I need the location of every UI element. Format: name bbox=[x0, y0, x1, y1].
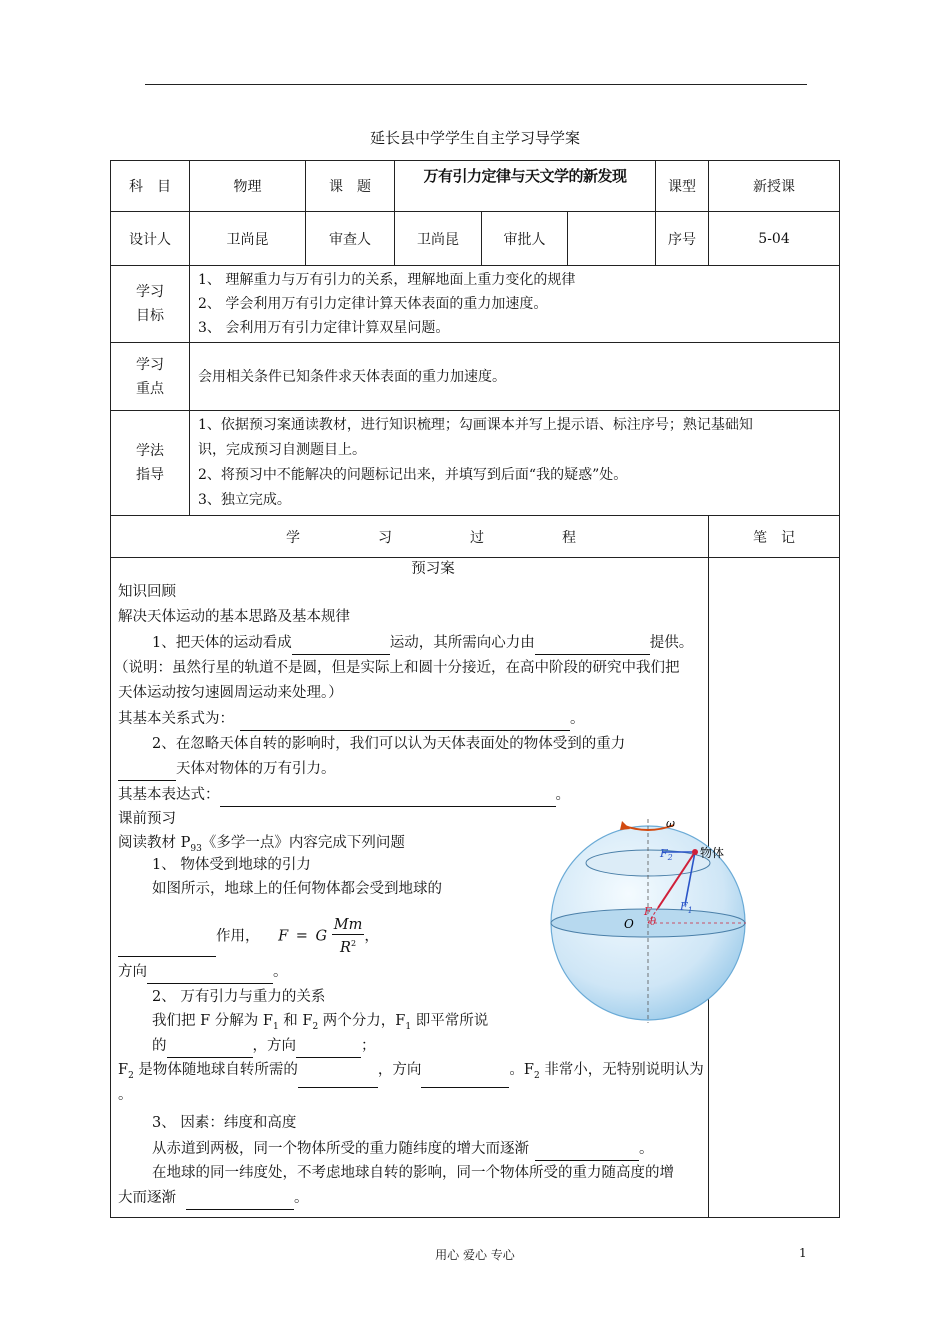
gravity-formula bbox=[278, 916, 364, 957]
approver-label: 审批人 bbox=[503, 231, 546, 248]
goals-content bbox=[190, 266, 840, 343]
formula-f: F bbox=[278, 928, 289, 945]
formula-fraction bbox=[332, 916, 365, 957]
keypoints-label bbox=[111, 343, 190, 411]
method-line: 2、将预习中不能解决的问题标记出来，并填写到后面“我的疑惑”处。 bbox=[198, 467, 628, 483]
answer-blank[interactable] bbox=[296, 1039, 361, 1058]
answer-blank[interactable] bbox=[118, 938, 216, 957]
omega-label: ω bbox=[666, 817, 675, 830]
f2-text-b: 是物体随地球自转所需的 bbox=[133, 1062, 298, 1078]
comma: ， bbox=[364, 928, 379, 945]
goals-label bbox=[111, 266, 190, 343]
f2-end: 。 bbox=[118, 1087, 133, 1103]
method-line: 1、依据预习案通读教材，进行知识梳理；勾画课本并写上提示语、标注序号；熟记基础知 bbox=[198, 417, 753, 433]
expression-line bbox=[118, 783, 570, 807]
answer-blank[interactable] bbox=[118, 762, 176, 781]
s2-text-a: 我们把 F 分解为 F bbox=[152, 1013, 273, 1029]
s2-of: 的 bbox=[152, 1038, 167, 1054]
question-1 bbox=[152, 631, 693, 655]
read-text-a: 阅读教材 P bbox=[118, 835, 191, 851]
subscript: 1 bbox=[405, 1021, 412, 1032]
answer-blank[interactable] bbox=[220, 788, 556, 807]
page-number: 1 bbox=[799, 1246, 807, 1260]
object-label: 物体 bbox=[700, 846, 725, 860]
method-label bbox=[111, 411, 190, 516]
answer-blank[interactable] bbox=[292, 636, 390, 655]
seq-value: 5-04 bbox=[709, 212, 840, 266]
goal-item: 2、 学会利用万有引力定律计算天体表面的重力加速度。 bbox=[198, 296, 548, 312]
f2-text-a: F bbox=[118, 1062, 129, 1078]
process-char: 学 bbox=[286, 529, 300, 546]
process-header bbox=[111, 516, 709, 558]
formula-g: G bbox=[315, 928, 328, 945]
review-heading: 知识回顾 bbox=[118, 584, 176, 600]
theta-label: θ bbox=[650, 917, 657, 928]
keypoints-label-2: 重点 bbox=[136, 380, 164, 397]
note-line-2: 天体运动按匀速圆周运动来处理。） bbox=[118, 685, 343, 701]
method-line: 识，完成预习自测题目上。 bbox=[198, 442, 366, 458]
answer-blank[interactable] bbox=[186, 1191, 294, 1210]
subject-value: 物理 bbox=[190, 161, 306, 212]
force-f2-label: $F_2$ bbox=[660, 847, 673, 862]
keypoints-content: 会用相关条件已知条件求天体表面的重力加速度。 bbox=[190, 343, 840, 411]
answer-blank[interactable] bbox=[535, 636, 650, 655]
answer-blank[interactable] bbox=[147, 965, 273, 984]
goals-label-1: 学习 bbox=[136, 284, 164, 300]
arrow-head-icon bbox=[620, 821, 630, 830]
force-f-label: F bbox=[644, 905, 652, 918]
answer-blank[interactable] bbox=[240, 712, 570, 731]
page-footer: 用心 爱心 专心 bbox=[435, 1248, 515, 1262]
seq-label: 序号 bbox=[656, 212, 709, 266]
reviewer-cell bbox=[395, 212, 568, 266]
formula-line bbox=[118, 916, 379, 956]
origin-label: O bbox=[624, 917, 634, 931]
method-label-2: 指导 bbox=[136, 467, 164, 483]
object-dot bbox=[692, 849, 698, 855]
s2-direction: ，方向 bbox=[252, 1038, 296, 1054]
subject-label: 科 目 bbox=[111, 161, 190, 212]
f2-text-c: ，方向 bbox=[377, 1062, 422, 1078]
period: 。 bbox=[555, 787, 570, 803]
basic-idea: 解决天体运动的基本思路及基本规律 bbox=[118, 609, 350, 625]
f2-text-e: 非常小，无特别说明认为 bbox=[539, 1062, 704, 1078]
semicolon: ； bbox=[361, 1038, 376, 1054]
relation-label: 其基本关系式为： bbox=[118, 711, 234, 727]
direction-line bbox=[118, 960, 288, 984]
earth-force-diagram bbox=[540, 805, 756, 1030]
f2-text-d: 。F bbox=[509, 1062, 534, 1078]
expression-label: 其基本表达式： bbox=[118, 787, 220, 803]
topic-value bbox=[395, 161, 656, 212]
approver-value bbox=[568, 212, 656, 266]
answer-blank[interactable] bbox=[298, 1069, 378, 1088]
notes-header: 笔 记 bbox=[709, 516, 840, 558]
question-2-cont bbox=[118, 757, 336, 781]
period: 。 bbox=[294, 1190, 309, 1206]
goal-item: 3、 会利用万有引力定律计算双星问题。 bbox=[198, 320, 450, 336]
subscript: 2 bbox=[128, 1070, 134, 1081]
process-char: 程 bbox=[562, 529, 576, 546]
read-text-b: 《多学一点》内容完成下列问题 bbox=[201, 835, 405, 851]
q1-text-a: 1、把天体的运动看成 bbox=[152, 635, 292, 651]
designer-value: 卫尚昆 bbox=[190, 212, 306, 266]
keypoints-label-1: 学习 bbox=[136, 356, 164, 373]
section-2-title: 2、 万有引力与重力的关系 bbox=[152, 989, 326, 1005]
section-3-line-2: 在地球的同一纬度处，不考虑地球自转的影响，同一个物体所受的重力随高度的增 bbox=[152, 1165, 674, 1181]
preview-title: 预习案 bbox=[411, 561, 455, 577]
type-value: 新授课 bbox=[709, 161, 840, 212]
type-label: 课型 bbox=[656, 161, 709, 212]
subscript: 1 bbox=[272, 1021, 279, 1032]
section-3-title: 3、 因素：纬度和高度 bbox=[152, 1115, 297, 1131]
section-1-text: 如图所示，地球上的任何物体都会受到地球的 bbox=[152, 881, 442, 897]
subscript: 2 bbox=[312, 1021, 319, 1032]
q1-text-b: 运动，其所需向心力由 bbox=[389, 635, 535, 651]
s2-text-b: 和 F bbox=[278, 1013, 313, 1029]
formula-eq: = bbox=[295, 928, 308, 945]
f2-line bbox=[118, 1058, 704, 1088]
pre-heading: 课前预习 bbox=[118, 811, 176, 827]
answer-blank[interactable] bbox=[535, 1142, 639, 1161]
period: 。 bbox=[570, 711, 585, 727]
goal-item: 1、 理解重力与万有引力的关系，理解地面上重力变化的规律 bbox=[198, 272, 576, 288]
formula-exponent: 2 bbox=[350, 939, 357, 948]
period: 。 bbox=[639, 1141, 654, 1157]
page-subscript: 93 bbox=[190, 843, 202, 854]
direction-label: 方向 bbox=[118, 964, 147, 980]
designer-label: 设计人 bbox=[111, 212, 190, 266]
method-content bbox=[190, 411, 840, 516]
answer-blank[interactable] bbox=[421, 1069, 509, 1088]
effect-text: 作用， bbox=[216, 928, 260, 945]
reviewer-value: 卫尚昆 bbox=[395, 212, 482, 265]
section-2-blanks bbox=[152, 1034, 376, 1058]
force-f1-label: $F_1$ bbox=[680, 900, 693, 915]
method-line: 3、独立完成。 bbox=[198, 492, 291, 508]
s3-text-1: 从赤道到两极，同一个物体所受的重力随纬度的增大而逐渐 bbox=[152, 1141, 529, 1157]
section-1-title: 1、 物体受到地球的引力 bbox=[152, 857, 311, 873]
s2-text-c: 两个分力，F bbox=[318, 1013, 406, 1029]
s2-text-d: 即平常所说 bbox=[411, 1013, 489, 1029]
formula-denominator: R bbox=[340, 939, 351, 956]
process-char: 习 bbox=[378, 529, 392, 546]
q1-text-c: 提供。 bbox=[649, 635, 694, 651]
section-3-line-1 bbox=[152, 1137, 654, 1161]
relation-line bbox=[118, 707, 585, 731]
top-rule bbox=[145, 84, 807, 85]
process-char: 过 bbox=[470, 529, 484, 546]
subscript: 2 bbox=[533, 1070, 540, 1081]
reviewer-label: 审查人 bbox=[306, 212, 395, 266]
lesson-title: 万有引力定律与天文学的新发现 bbox=[423, 167, 627, 185]
method-label-1: 学法 bbox=[136, 443, 164, 459]
topic-label: 课 题 bbox=[306, 161, 395, 212]
period: 。 bbox=[273, 964, 288, 980]
section-3-line-3 bbox=[118, 1186, 309, 1210]
question-2: 2、在忽略天体自转的影响时，我们可以认为天体表面处的物体受到的重力 bbox=[152, 736, 626, 752]
s3-text-3: 大而逐渐 bbox=[118, 1190, 176, 1206]
goals-label-2: 目标 bbox=[136, 308, 164, 324]
answer-blank[interactable] bbox=[167, 1039, 253, 1058]
formula-numerator: Mm bbox=[333, 917, 363, 933]
q2-text: 天体对物体的万有引力。 bbox=[176, 761, 336, 777]
note-line-1: （说明：虽然行星的轨道不是圆，但是实际上和圆十分接近，在高中阶段的研究中我们把 bbox=[114, 660, 680, 676]
document-title: 延长县中学学生自主学习导学案 bbox=[369, 129, 580, 147]
